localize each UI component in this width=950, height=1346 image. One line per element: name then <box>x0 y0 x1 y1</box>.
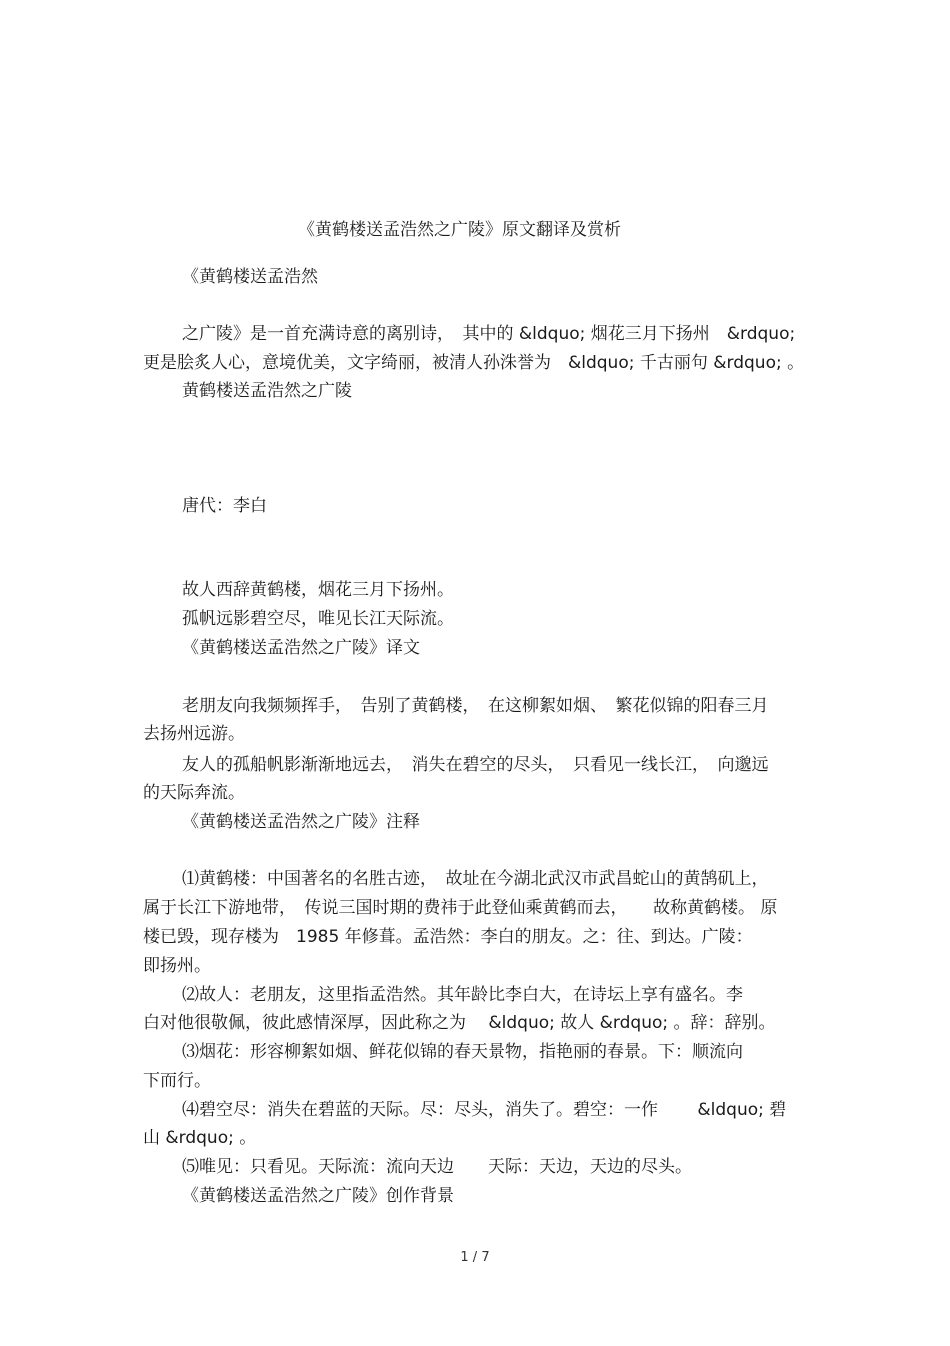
note-1-line-3: 楼已毁，现存楼为 1985 年修葺。孟浩然：李白的朋友。之：往、到达。广陵： <box>143 927 753 947</box>
intro-line-2: 之广陵》是一首充满诗意的离别诗， 其中的 &ldquo; 烟花三月下扬州 &rdquo; <box>182 324 796 344</box>
note-1-line-1: ⑴黄鹤楼：中国著名的名胜古迹， 故址在今湖北武汉市武昌蛇山的黄鹄矶上， <box>182 869 769 889</box>
background-heading: 《黄鹤楼送孟浩然之广陵》创作背景 <box>182 1186 454 1206</box>
translation-paragraph-2-line-1: 友人的孤船帆影渐渐地远去， 消失在碧空的尽头， 只看见一线长江， 向邈远 <box>182 755 769 775</box>
note-5: ⑸唯见：只看见。天际流：流向天边 天际：天边，天边的尽头。 <box>182 1157 692 1177</box>
translation-paragraph-1-line-1: 老朋友向我频频挥手， 告别了黄鹤楼， 在这柳絮如烟、 繁花似锦的阳春三月 <box>182 696 769 716</box>
poem-title: 黄鹤楼送孟浩然之广陵 <box>182 381 352 401</box>
note-1-line-2: 属于长江下游地带， 传说三国时期的费祎于此登仙乘黄鹤而去， 故称黄鹤楼。 原 <box>143 898 778 918</box>
note-2-line-2: 白对他很敬佩，彼此感情深厚，因此称之为 &ldquo; 故人 &rdquo; 。辞：辞别。 <box>143 1013 776 1033</box>
translation-paragraph-1-line-2: 去扬州远游。 <box>143 724 245 744</box>
translation-paragraph-2-line-2: 的天际奔流。 <box>143 783 245 803</box>
note-2-line-1: ⑵故人：老朋友，这里指孟浩然。其年龄比李白大，在诗坛上享有盛名。李 <box>182 985 743 1005</box>
document-title: 《黄鹤楼送孟浩然之广陵》原文翻译及赏析 <box>298 220 621 240</box>
translation-heading: 《黄鹤楼送孟浩然之广陵》译文 <box>182 638 420 658</box>
poem-line-1: 故人西辞黄鹤楼，烟花三月下扬州。 <box>182 580 454 600</box>
notes-heading: 《黄鹤楼送孟浩然之广陵》注释 <box>182 812 420 832</box>
note-3-line-1: ⑶烟花：形容柳絮如烟、鲜花似锦的春天景物，指艳丽的春景。下：顺流向 <box>182 1042 743 1062</box>
note-1-line-4: 即扬州。 <box>143 956 211 976</box>
dynasty-author: 唐代：李白 <box>182 496 267 516</box>
note-3-line-2: 下而行。 <box>143 1071 211 1091</box>
note-4-line-1: ⑷碧空尽：消失在碧蓝的天际。尽：尽头，消失了。碧空：一作 &ldquo; 碧 <box>182 1100 787 1120</box>
note-4-line-2: 山 &rdquo; 。 <box>143 1128 257 1148</box>
intro-line-1: 《黄鹤楼送孟浩然 <box>182 267 318 287</box>
poem-line-2: 孤帆远影碧空尽，唯见长江天际流。 <box>182 609 454 629</box>
page-number: 1 / 7 <box>460 1250 490 1265</box>
intro-line-3: 更是脍炙人心，意境优美，文字绮丽，被清人孙洙誉为 &ldquo; 千古丽句 &rdquo; 。 <box>143 353 805 373</box>
